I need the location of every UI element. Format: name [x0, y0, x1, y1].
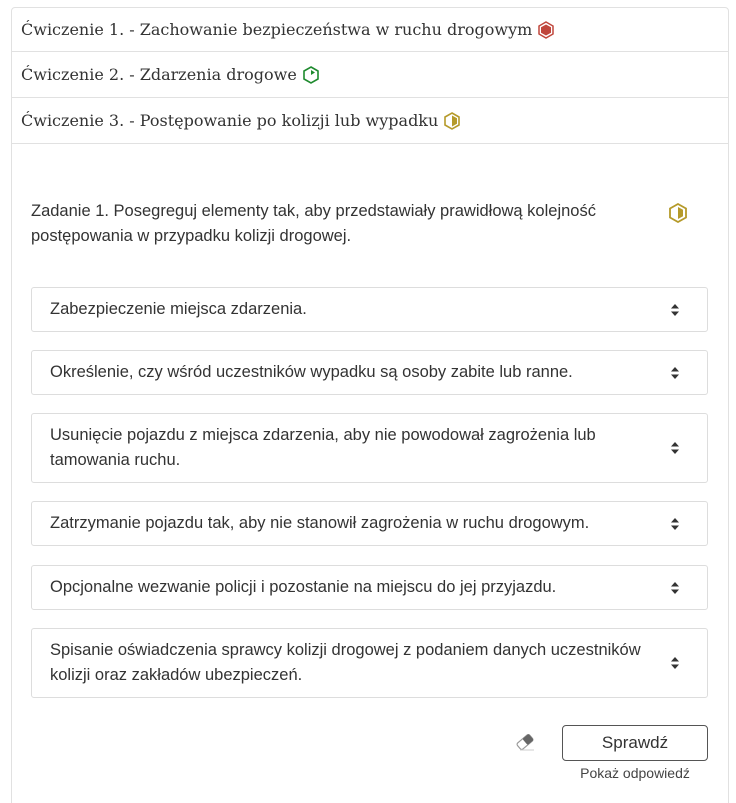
- accordion-header-label: Ćwiczenie 2. - Zdarzenia drogowe: [21, 65, 297, 84]
- sortable-item[interactable]: [31, 628, 708, 698]
- sort-arrows-icon: [671, 367, 679, 379]
- sort-arrows-icon: [671, 582, 679, 594]
- hexagon-half-icon: [444, 112, 460, 130]
- sortable-item-label: Określenie, czy wśród uczestników wypadku są osoby zabite lub ranne.: [50, 363, 573, 381]
- accordion-header-exercise-2[interactable]: [11, 52, 729, 98]
- sortable-item-label: Zatrzymanie pojazdu tak, aby nie stanowił zagrożenia w ruchu drogowym.: [50, 514, 590, 532]
- accordion-header-label: Ćwiczenie 1. - Zachowanie bezpieczeństwa w ruchu drogowym: [21, 20, 533, 39]
- sortable-item[interactable]: [31, 413, 708, 483]
- accordion-header-exercise-3[interactable]: [11, 98, 729, 144]
- hexagon-full-icon: [538, 21, 554, 39]
- sort-arrows-icon: [671, 657, 679, 669]
- eraser-icon[interactable]: [514, 732, 536, 752]
- sortable-item-label: Opcjonalne wezwanie policji i pozostanie na miejscu do jej przyjazdu.: [50, 578, 557, 596]
- hexagon-play-icon: [303, 66, 319, 84]
- sort-arrows-icon: [671, 442, 679, 454]
- sortable-item[interactable]: [31, 350, 708, 395]
- hexagon-half-icon: [669, 203, 687, 223]
- show-answer-link[interactable]: Pokaż odpowiedź: [580, 765, 690, 781]
- accordion-header-exercise-1[interactable]: [11, 7, 729, 52]
- sortable-item-label: Spisanie oświadczenia sprawcy kolizji drogowej z podaniem danych uczestników kolizji oraz zakładów ubezpieczeń.: [50, 641, 641, 684]
- sortable-item-label: Usunięcie pojazdu z miejsca zdarzenia, aby nie powodował zagrożenia lub tamowania ruchu.: [50, 426, 596, 469]
- sortable-item[interactable]: [31, 565, 708, 610]
- task-instruction: Zadanie 1. Posegreguj elementy tak, aby przedstawiały prawidłową kolejność postępowania w przypadku kolizji drogowej.: [31, 202, 596, 245]
- accordion-header-label: Ćwiczenie 3. - Postępowanie po kolizji lub wypadku: [21, 111, 439, 130]
- sortable-item[interactable]: [31, 501, 708, 546]
- sortable-item-label: Zabezpieczenie miejsca zdarzenia.: [50, 300, 307, 318]
- sortable-item[interactable]: [31, 287, 708, 332]
- sort-arrows-icon: [671, 518, 679, 530]
- check-button[interactable]: Sprawdź: [562, 725, 708, 761]
- sort-arrows-icon: [671, 304, 679, 316]
